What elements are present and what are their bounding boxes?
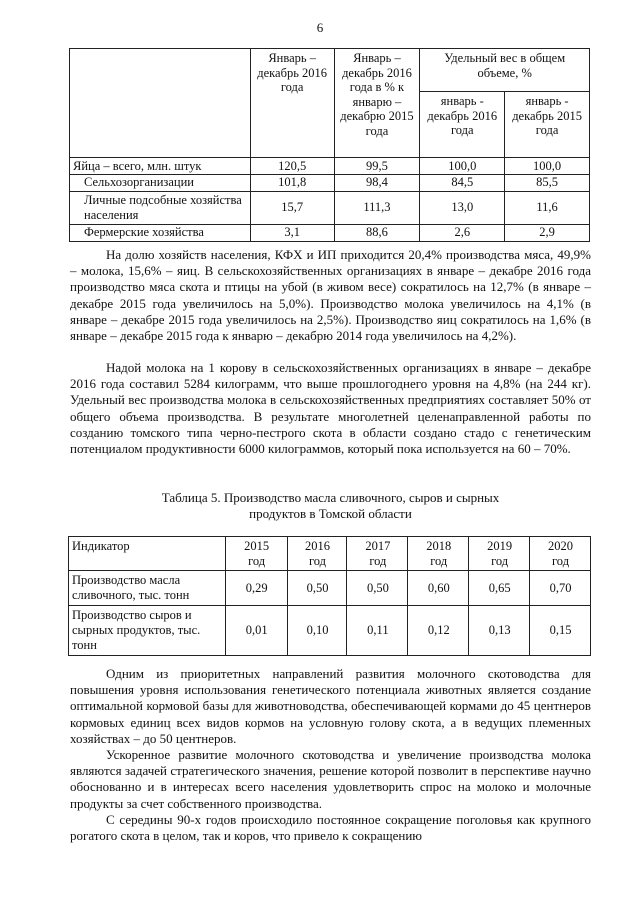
- cell-value: 13,0: [420, 191, 505, 224]
- year-label: 2015: [244, 539, 270, 553]
- cell-value: 0,13: [469, 606, 530, 656]
- row-label: Фермерские хозяйства: [70, 224, 251, 241]
- table-header-row: [69, 537, 591, 571]
- col-header-2016: Январь – декабрь 2016 года: [250, 49, 334, 158]
- year-suffix: год: [308, 554, 327, 568]
- paragraph: На долю хозяйств населения, КФХ и ИП приходится 20,4% производства мяса, 49,9% – молока, 15,6% – яиц. В сельскохозяйственных организациях в январе – декабре 2016 года производство мяса скота и птицы на убой (в живом весе) сократилось на 12,7% (в январе – декабре 2015 года увеличилось на 5,0%). Производство молока увеличилось на 4,1% (в январе – декабре 2015 года увеличилось на 2,5%). Производство яиц сократилось на 1,6% (в январе – декабре 2015 года к январю – декабрю 2014 года увеличилось на 4,2%).: [70, 247, 591, 344]
- year-header: [530, 537, 591, 571]
- cell-value: 0,65: [469, 571, 530, 606]
- cell-value: 100,0: [420, 158, 505, 175]
- year-label: 2018: [426, 539, 452, 553]
- year-suffix: год: [369, 554, 387, 568]
- page-number: 6: [316, 20, 324, 35]
- year-suffix: год: [430, 554, 448, 568]
- indicator-header: Индикатор: [69, 537, 226, 571]
- cell-value: 0,29: [225, 571, 287, 606]
- caption-line: Таблица 5. Производство масла сливочного, сыров и сырных: [161, 490, 500, 505]
- table-row: [70, 191, 590, 224]
- cell-value: 101,8: [250, 174, 334, 191]
- cell-value: 99,5: [334, 158, 420, 175]
- col-header-percent: Январь – декабрь 2016 года в % к январю – декабрю 2015 года: [334, 49, 420, 158]
- cell-value: 120,5: [250, 158, 334, 175]
- paragraph: Надой молока на 1 корову в сельскохозяйственных организациях в январе – декабре 2016 года составил 5284 килограмм, что выше прошлогоднего уровня на 4,8% (на 244 кг). Удельный вес производства молока в сельскохозяйственных предприятиях составляет 50% от общего объема производства. В результате многолетней целенаправленной работы по созданию томского типа черно-пестрого скота в области создано стадо с генетическим потенциалом продуктивности 6000 килограммов, который пока используется на 60 – 70%.: [70, 360, 591, 457]
- cell-value: 98,4: [334, 174, 420, 191]
- cell-value: 0,12: [408, 606, 469, 656]
- cell-value: 85,5: [505, 174, 590, 191]
- table-header-row: [70, 49, 590, 92]
- col-header-share-group: Удельный вес в общем объеме, %: [420, 49, 590, 92]
- table-caption: [70, 490, 591, 522]
- table-row: [70, 158, 590, 175]
- paragraph: Ускоренное развитие молочного скотоводства и увеличение производства молока являются задачей стратегического значения, решение которой позволит в перспективе научно обоснованно и в интересах всего населения удовлетворить спрос на молоко и молочные продукты за счет собственного производства.: [70, 747, 591, 811]
- row-label: Сельхозорганизации: [70, 174, 251, 191]
- row-label: Яйца – всего, млн. штук: [70, 158, 251, 175]
- cell-value: 0,11: [347, 606, 408, 656]
- table-row: [69, 606, 591, 656]
- table-row: [70, 224, 590, 241]
- year-suffix: год: [491, 554, 509, 568]
- year-suffix: год: [248, 554, 266, 568]
- cell-value: 100,0: [505, 158, 590, 175]
- year-suffix: год: [551, 554, 570, 568]
- year-label: 2016: [305, 539, 330, 553]
- butter-cheese-table: [68, 536, 591, 656]
- cell-value: 88,6: [334, 224, 420, 241]
- cell-value: 3,1: [250, 224, 334, 241]
- cell-value: 0,60: [408, 571, 469, 606]
- cell-value: 0,15: [530, 606, 591, 656]
- cell-value: 15,7: [250, 191, 334, 224]
- cell-value: 0,10: [287, 606, 347, 656]
- year-header: [408, 537, 469, 571]
- year-label: 2020: [548, 539, 574, 553]
- cell-value: 11,6: [505, 191, 590, 224]
- eggs-production-table: [69, 48, 590, 242]
- year-header: [225, 537, 287, 571]
- year-header: [347, 537, 408, 571]
- cell-value: 111,3: [334, 191, 420, 224]
- subheader-2016: январь - декабрь 2016 года: [420, 92, 505, 158]
- table-row: [70, 174, 590, 191]
- row-label: Личные подсобные хозяйства населения: [70, 191, 251, 224]
- table-row: [69, 571, 591, 606]
- cell-value: 0,01: [225, 606, 287, 656]
- paragraph: Одним из приоритетных направлений развития молочного скотоводства для повышения уровня использования генетического потенциала животных является создание оптимальной кормовой базы для животноводства, обеспечивающей кормами до 45 центнеров кормовых единиц всех видов кормов на условную голову скота, а в ведущих племенных хозяйствах – до 50 центнеров.: [70, 666, 591, 746]
- cell-value: 0,50: [287, 571, 347, 606]
- cell-value: 2,9: [505, 224, 590, 241]
- year-label: 2017: [365, 539, 391, 553]
- cell-value: 2,6: [420, 224, 505, 241]
- year-header: [469, 537, 530, 571]
- year-label: 2019: [487, 539, 513, 553]
- cell-value: 0,70: [530, 571, 591, 606]
- caption-line: продуктов в Томской области: [249, 506, 412, 521]
- cell-value: 84,5: [420, 174, 505, 191]
- row-label: Производство масла сливочного, тыс. тонн: [69, 571, 226, 606]
- year-header: [287, 537, 347, 571]
- subheader-2015: январь - декабрь 2015 года: [505, 92, 590, 158]
- empty-header-cell: [70, 49, 251, 158]
- paragraph: С середины 90-х годов происходило постоянное сокращение поголовья как крупного рогатого скота в целом, так и коров, что привело к сокращению: [70, 812, 591, 844]
- row-label: Производство сыров и сырных продуктов, тыс. тонн: [69, 606, 226, 656]
- cell-value: 0,50: [347, 571, 408, 606]
